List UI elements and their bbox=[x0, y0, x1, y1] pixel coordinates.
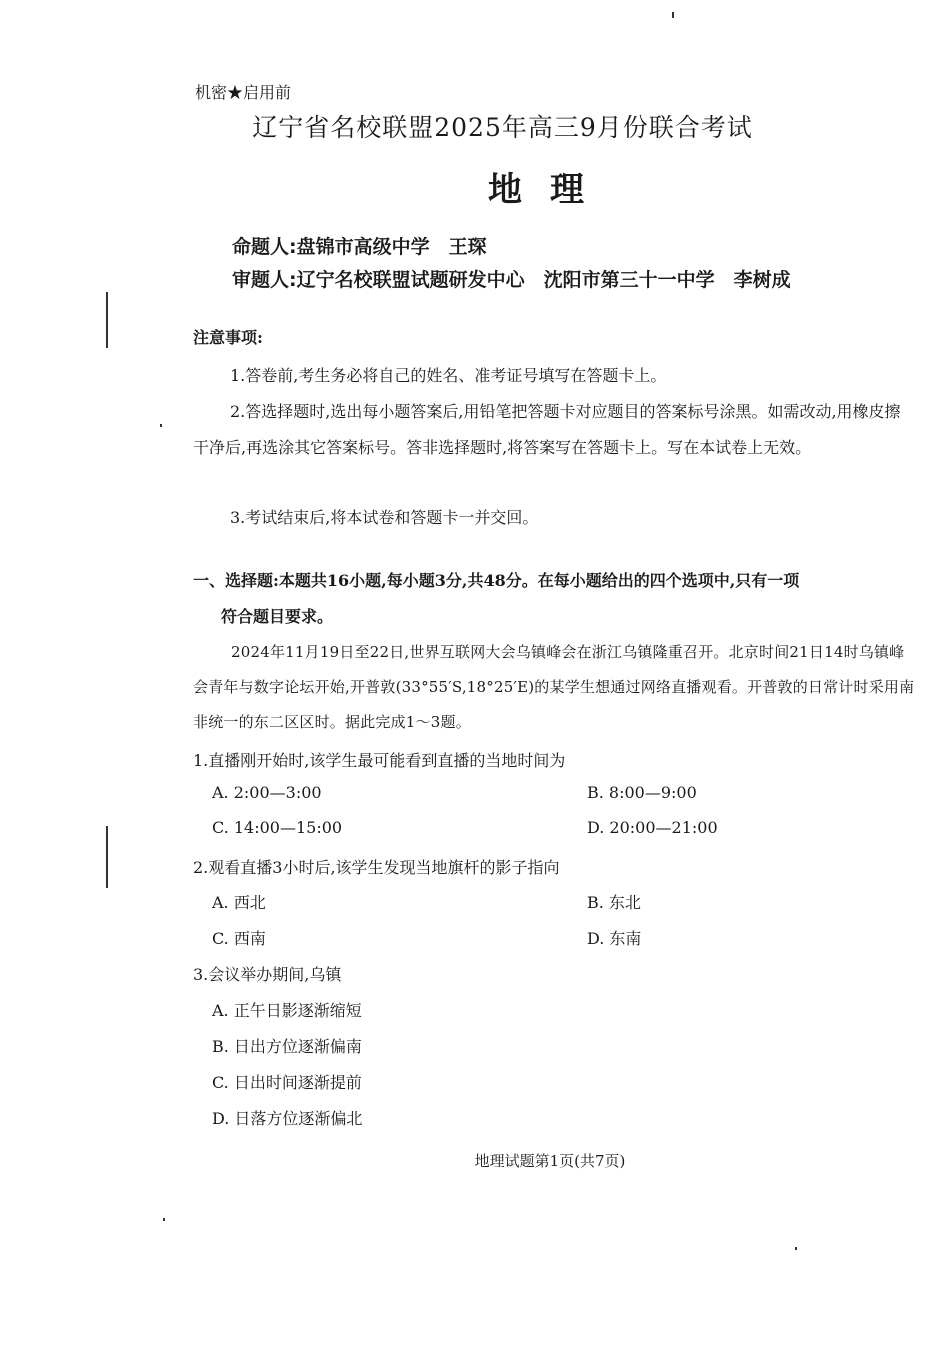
question-3-option-d: D. 日落方位逐渐偏北 bbox=[212, 1109, 363, 1128]
margin-mark-top bbox=[106, 292, 108, 348]
question-3-option-b: B. 日出方位逐渐偏南 bbox=[212, 1037, 362, 1056]
exam-title: 辽宁省名校联盟2025年高三9月份联合考试 bbox=[252, 113, 753, 142]
question-2-stem: 2.观看直播3小时后,该学生发现当地旗杆的影子指向 bbox=[193, 858, 560, 877]
question-stem-material: 2024年11月19日至22日,世界互联网大会乌镇峰会在浙江乌镇隆重召开。北京时间21日14时乌镇峰会青年与数字论坛开始,开普敦(33°55′S,18°25′E)的某学生想通过网络直播观看。开普敦的日常计时采用南非统一的东二区区时。据此完成1～3题。 bbox=[193, 643, 915, 731]
section-heading-line2: 符合题目要求。 bbox=[221, 607, 334, 626]
notice-heading: 注意事项: bbox=[193, 328, 263, 347]
question-3-stem: 3.会议举办期间,乌镇 bbox=[193, 965, 342, 984]
scan-dot-4 bbox=[795, 1247, 797, 1250]
scan-dot-2 bbox=[160, 424, 162, 427]
subject-title: 地理 bbox=[488, 170, 612, 210]
page-footer: 地理试题第1页(共7页) bbox=[474, 1152, 626, 1170]
question-1-option-b: B. 8:00—9:00 bbox=[587, 783, 697, 802]
scan-dot-1 bbox=[672, 12, 674, 18]
question-1-stem: 1.直播刚开始时,该学生最可能看到直播的当地时间为 bbox=[193, 751, 566, 770]
section-heading bbox=[193, 563, 913, 635]
author-line: 命题人:盘锦市高级中学 王琛 bbox=[232, 236, 487, 258]
margin-mark-bottom bbox=[106, 826, 108, 888]
question-1-option-a: A. 2:00—3:00 bbox=[212, 783, 322, 802]
notice-item-1: 1.答卷前,考生务必将自己的姓名、准考证号填写在答题卡上。 bbox=[230, 366, 667, 385]
question-2-option-a: A. 西北 bbox=[212, 893, 266, 912]
question-1-option-c: C. 14:00—15:00 bbox=[212, 818, 343, 837]
scan-dot-3 bbox=[163, 1218, 165, 1221]
question-2-option-c: C. 西南 bbox=[212, 929, 266, 948]
question-1-option-d: D. 20:00—21:00 bbox=[587, 818, 718, 837]
question-3-option-a: A. 正午日影逐渐缩短 bbox=[212, 1001, 362, 1020]
notice-item-2: 2.答选择题时,选出每小题答案后,用铅笔把答题卡对应题目的答案标号涂黑。如需改动,用橡皮擦干净后,再选涂其它答案标号。答非选择题时,将答案写在答题卡上。写在本试卷上无效。 bbox=[193, 402, 901, 457]
question-2-option-d: D. 东南 bbox=[587, 929, 642, 948]
reviewer-line: 审题人:辽宁名校联盟试题研发中心 沈阳市第三十一中学 李树成 bbox=[232, 269, 791, 291]
question-3-option-c: C. 日出时间逐渐提前 bbox=[212, 1073, 362, 1092]
question-2-option-b: B. 东北 bbox=[587, 893, 641, 912]
section-heading-line1: 一、选择题:本题共16小题,每小题3分,共48分。在每小题给出的四个选项中,只有一项 bbox=[193, 571, 800, 590]
secret-label: 机密★启用前 bbox=[195, 83, 292, 102]
notice-item-3: 3.考试结束后,将本试卷和答题卡一并交回。 bbox=[230, 508, 539, 527]
